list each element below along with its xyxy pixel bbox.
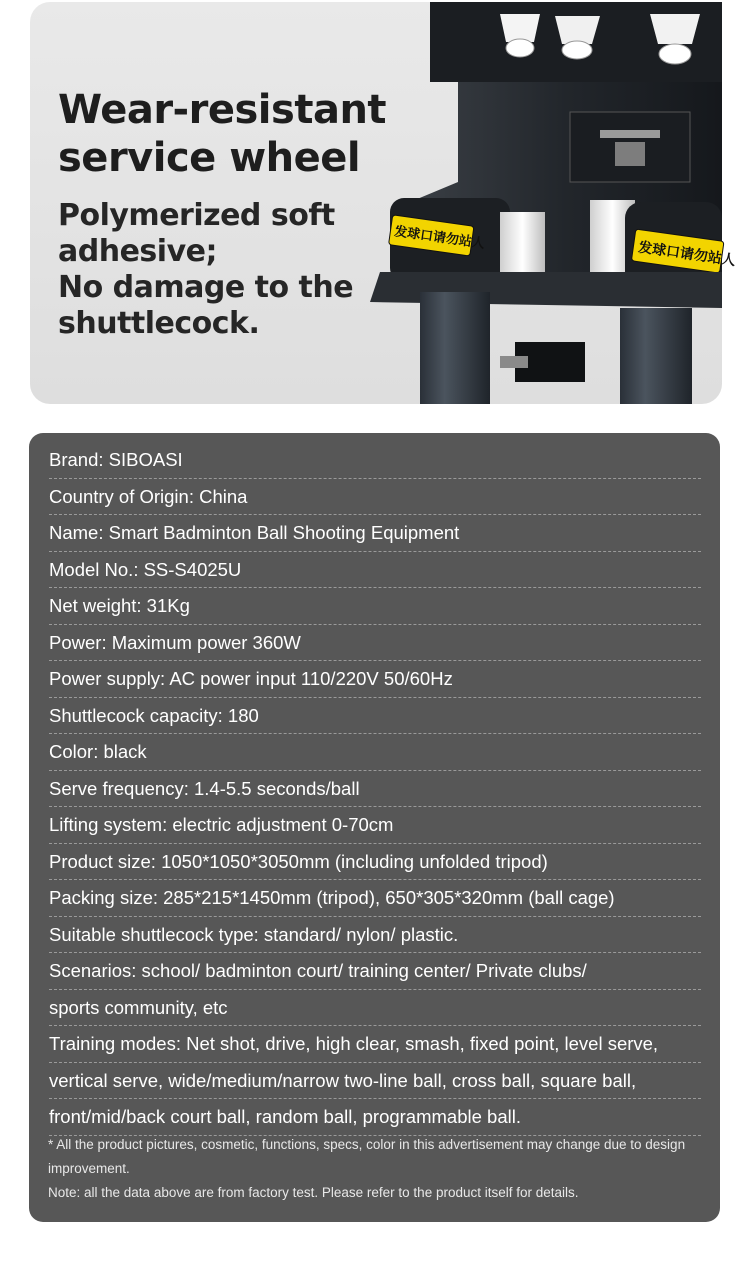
- spec-model-no: Model No.: SS-S4025U: [49, 553, 701, 589]
- spec-training-modes: Training modes: Net shot, drive, high clear, smash, fixed point, level serve,: [49, 1027, 701, 1063]
- spec-country-of-origin: Country of Origin: China: [49, 480, 701, 516]
- disclaimer-text: * All the product pictures, cosmetic, functions, specs, color in this advertisement may change due to design improvement.: [48, 1137, 686, 1176]
- spec-net-weight: Net weight: 31Kg: [49, 589, 701, 625]
- hero-title-line-2: service wheel: [58, 135, 361, 181]
- hero-subtitle-line-1: Polymerized soft: [58, 198, 335, 233]
- spec-name: Name: Smart Badminton Ball Shooting Equipment: [49, 516, 701, 552]
- hero-subtitle: [58, 198, 353, 342]
- spec-lifting-system: Lifting system: electric adjustment 0-70cm: [49, 808, 701, 844]
- hero-title: [58, 86, 386, 182]
- spec-color: Color: black: [49, 735, 701, 771]
- svg-text:发球口请勿站人: 发球口请勿站人: [637, 239, 737, 270]
- spec-list: [49, 443, 701, 1137]
- spec-packing-size: Packing size: 285*215*1450mm (tripod), 650*305*320mm (ball cage): [49, 881, 701, 917]
- spec-shuttlecock-type: Suitable shuttlecock type: standard/ nylon/ plastic.: [49, 918, 701, 954]
- hero-subtitle-line-4: shuttlecock.: [58, 306, 260, 341]
- spec-training-modes-cont-2: front/mid/back court ball, random ball, programmable ball.: [49, 1100, 701, 1136]
- spec-product-size: Product size: 1050*1050*3050mm (including unfolded tripod): [49, 845, 701, 881]
- shuttlecock-machine-photo: [350, 2, 737, 404]
- spec-scenarios: Scenarios: school/ badminton court/ training center/ Private clubs/: [49, 954, 701, 990]
- left-support-tube: [420, 292, 490, 404]
- footnotes: [48, 1133, 708, 1205]
- spec-brand: Brand: SIBOASI: [49, 443, 701, 479]
- spec-shuttlecock-capacity: Shuttlecock capacity: 180: [49, 699, 701, 735]
- spec-power: Power: Maximum power 360W: [49, 626, 701, 662]
- spec-scenarios-cont: sports community, etc: [49, 991, 701, 1027]
- hero-subtitle-line-2: adhesive;: [58, 234, 217, 269]
- factory-test-note: Note: all the data above are from factory test. Please refer to the product itself for details.: [48, 1185, 579, 1200]
- hero-subtitle-line-3: No damage to the: [58, 270, 354, 305]
- right-support-tube: [620, 308, 692, 404]
- specifications-panel: [29, 433, 720, 1222]
- spec-power-supply: Power supply: AC power input 110/220V 50/60Hz: [49, 662, 701, 698]
- hero-title-line-1: Wear-resistant: [58, 87, 387, 133]
- spec-training-modes-cont-1: vertical serve, wide/medium/narrow two-line ball, cross ball, square ball,: [49, 1064, 701, 1100]
- svg-text:发球口请勿站人: 发球口请勿站人: [393, 224, 486, 252]
- spec-serve-frequency: Serve frequency: 1.4-5.5 seconds/ball: [49, 772, 701, 808]
- hero-banner: [30, 2, 737, 404]
- left-service-wheel: [500, 212, 545, 278]
